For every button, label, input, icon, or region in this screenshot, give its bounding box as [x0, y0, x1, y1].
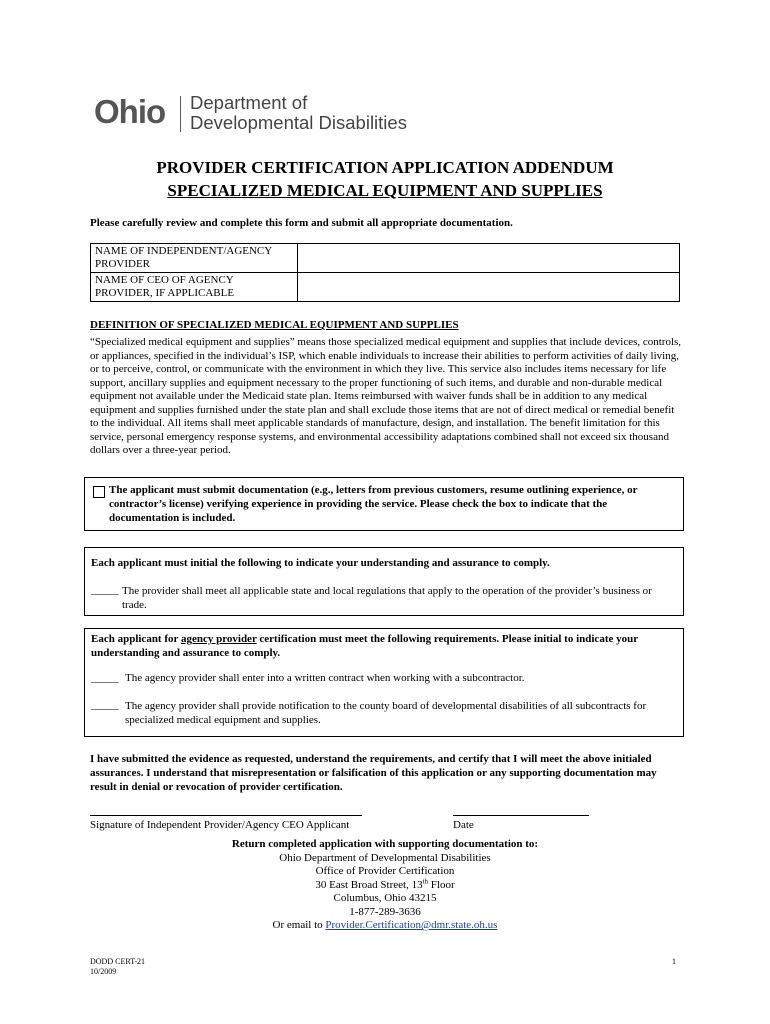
documentation-text: The applicant must submit documentation (e.g., letters from previous customers, resume outlining experience, or contractor’s license) verifying experience in providing the service. Please check the box to indicate that the documentation is included. — [109, 484, 638, 524]
intro-instructions: Please carefully review and complete this form and submit all appropriate documentation. — [90, 217, 513, 229]
signature-label: Signature of Independent Provider/Agency CEO Applicant — [90, 819, 350, 831]
street-ordinal: th — [422, 876, 429, 885]
provider-info-table — [90, 243, 680, 302]
department-name — [190, 93, 407, 133]
certification-statement: I have submitted the evidence as requested, understand the requirements, and certify that I will meet the above initialed assurances. I understand that misrepresentation or falsification of this application or any supporting documentation may result in denial or revocation of provider certification. — [90, 753, 657, 793]
assurance-item-notification: The agency provider shall provide notification to the county board of developmental disabilities of all subcontracts for specialized medical equipment and supplies. — [125, 700, 647, 726]
signature-field[interactable] — [90, 815, 362, 816]
return-phone: 1-877-289-3636 — [349, 905, 421, 918]
documentation-section — [84, 477, 684, 531]
date-label: Date — [453, 819, 474, 831]
date-field[interactable] — [453, 815, 589, 816]
table-row — [91, 273, 680, 302]
email-link[interactable]: Provider.Certification@dmr.state.oh.us — [325, 919, 498, 931]
street-main: 30 East Broad Street, 13 — [315, 878, 423, 891]
logo-divider — [180, 96, 181, 132]
form-title: PROVIDER CERTIFICATION APPLICATION ADDENDUM — [156, 158, 614, 177]
form-subtitle: SPECIALIZED MEDICAL EQUIPMENT AND SUPPLIES — [167, 181, 603, 200]
department-name-line2: Developmental Disabilities — [190, 112, 407, 133]
ohio-logo-wordmark: Ohio — [94, 93, 166, 130]
agency-heading-post: certification must meet the following requirements. Please initial to indicate your understanding and assurance to comply. — [91, 633, 638, 659]
provider-name-field[interactable] — [298, 244, 680, 273]
form-id: DODD CERT-21 — [90, 957, 146, 966]
documentation-checkbox[interactable] — [93, 486, 105, 498]
agency-heading-pre: Each applicant for — [91, 633, 181, 645]
return-street — [0, 876, 770, 893]
form-id-footer — [90, 957, 145, 977]
agency-heading-underlined: agency provider — [180, 633, 257, 645]
provider-name-label: NAME OF INDEPENDENT/AGENCY PROVIDER — [91, 244, 298, 273]
initial-field[interactable]: _____ — [91, 584, 119, 596]
email-prefix: Or email to — [272, 919, 326, 931]
applicant-assurance-section — [84, 547, 684, 616]
initial-field[interactable]: _____ — [91, 672, 119, 684]
definition-heading: DEFINITION OF SPECIALIZED MEDICAL EQUIPMENT AND SUPPLIES — [90, 319, 459, 331]
form-revision-date: 10/2009 — [90, 967, 117, 976]
definition-body: “Specialized medical equipment and supplies” means those specialized medical equipment and supplies that include devices, controls, or appliances, specified in the individual’s ISP, which enable individuals to increase their abilities to perform activities of daily living, or to perceive, control, or communicate with the environment in which they live. This service also includes items necessary for life support, ancillary supplies and equipment necessary to the proper functioning of such items, and durable and non-durable medical equipment not available under the Medicaid state plan. Items reimbursed with waiver funds shall be in addition to any medical equipment and supplies furnished under the state plan and shall exclude those items that are not of direct medical or remedial benefit to the individual. All items shall meet applicable standards of manufacture, design, and installation. The benefit limitation for this service, personal emergency response systems, and environmental accessibility adaptations combined shall not exceed six thousand dollars over a three-year period. — [90, 336, 682, 456]
return-city: Columbus, Ohio 43215 — [333, 892, 437, 904]
initial-field[interactable]: _____ — [91, 699, 119, 711]
assurance-item-regulations: The provider shall meet all applicable state and local regulations that apply to the operation of the provider’s business or trade. — [122, 585, 652, 611]
agency-assurance-heading — [91, 632, 676, 660]
assurance-item-contract: The agency provider shall enter into a written contract when working with a subcontractor. — [125, 672, 525, 684]
department-name-line1: Department of — [190, 92, 308, 113]
return-office: Office of Provider Certification — [315, 865, 455, 877]
page-number: 1 — [672, 957, 676, 966]
agency-assurance-section — [84, 628, 684, 737]
applicant-assurance-heading: Each applicant must initial the following to indicate your understanding and assurance to comply. — [91, 557, 550, 569]
ceo-name-label: NAME OF CEO OF AGENCY PROVIDER, IF APPLICABLE — [91, 273, 298, 302]
return-heading: Return completed application with supporting documentation to: — [231, 838, 539, 850]
return-email-line — [0, 919, 770, 933]
ceo-name-field[interactable] — [298, 273, 680, 302]
street-floor: Floor — [428, 878, 455, 891]
return-org: Ohio Department of Developmental Disabilities — [279, 851, 491, 864]
return-address-block — [0, 838, 770, 933]
table-row — [91, 244, 680, 273]
